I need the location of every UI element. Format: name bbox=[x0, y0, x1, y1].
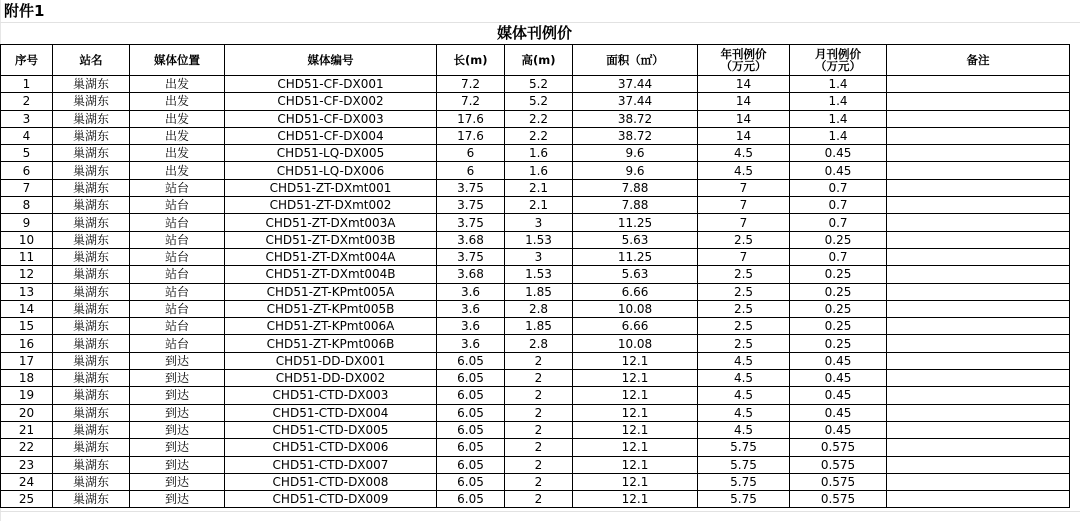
cell-no[interactable]: 8 bbox=[1, 197, 53, 214]
header-monthly-price[interactable] bbox=[790, 45, 887, 76]
cell-annual[interactable]: 4.5 bbox=[698, 404, 790, 421]
cell-height[interactable]: 1.53 bbox=[505, 231, 573, 248]
cell-height[interactable]: 2 bbox=[505, 370, 573, 387]
cell-station[interactable]: 巢湖东 bbox=[53, 387, 130, 404]
cell-length[interactable]: 3.68 bbox=[437, 266, 505, 283]
cell-height[interactable]: 2 bbox=[505, 404, 573, 421]
cell-no[interactable]: 7 bbox=[1, 179, 53, 196]
cell-height[interactable]: 1.85 bbox=[505, 283, 573, 300]
cell-annual[interactable]: 14 bbox=[698, 110, 790, 127]
cell-length[interactable]: 3.75 bbox=[437, 179, 505, 196]
cell-code[interactable]: CHD51-ZT-DXmt002 bbox=[225, 197, 437, 214]
cell-station[interactable]: 巢湖东 bbox=[53, 491, 130, 508]
table-row bbox=[1, 283, 1070, 300]
cell-position[interactable]: 出发 bbox=[130, 110, 225, 127]
cell-code[interactable]: CHD51-CTD-DX009 bbox=[225, 491, 437, 508]
cell-position[interactable]: 站台 bbox=[130, 197, 225, 214]
cell-no[interactable]: 18 bbox=[1, 370, 53, 387]
cell-monthly[interactable]: 0.25 bbox=[790, 231, 887, 248]
cell-area[interactable]: 37.44 bbox=[573, 76, 698, 93]
cell-height[interactable]: 5.2 bbox=[505, 76, 573, 93]
cell-area[interactable]: 11.25 bbox=[573, 214, 698, 231]
cell-annual[interactable]: 2.5 bbox=[698, 231, 790, 248]
cell-remarks[interactable] bbox=[887, 387, 1070, 404]
cell-position[interactable]: 站台 bbox=[130, 231, 225, 248]
cell-station[interactable]: 巢湖东 bbox=[53, 439, 130, 456]
media-price-table bbox=[0, 44, 1070, 508]
table-row bbox=[1, 110, 1070, 127]
cell-monthly[interactable]: 0.575 bbox=[790, 473, 887, 490]
cell-remarks[interactable] bbox=[887, 421, 1070, 438]
cell-length[interactable]: 6.05 bbox=[437, 387, 505, 404]
cell-remarks[interactable] bbox=[887, 145, 1070, 162]
cell-length[interactable]: 6.05 bbox=[437, 404, 505, 421]
cell-position[interactable]: 到达 bbox=[130, 370, 225, 387]
cell-annual[interactable]: 4.5 bbox=[698, 387, 790, 404]
cell-area[interactable]: 12.1 bbox=[573, 491, 698, 508]
cell-remarks[interactable] bbox=[887, 439, 1070, 456]
cell-area[interactable]: 12.1 bbox=[573, 439, 698, 456]
cell-station[interactable]: 巢湖东 bbox=[53, 266, 130, 283]
cell-no[interactable]: 20 bbox=[1, 404, 53, 421]
cell-area[interactable]: 12.1 bbox=[573, 352, 698, 369]
attachment-label[interactable]: 附件1 bbox=[4, 2, 45, 20]
cell-height[interactable]: 1.6 bbox=[505, 162, 573, 179]
cell-station[interactable]: 巢湖东 bbox=[53, 214, 130, 231]
cell-station[interactable]: 巢湖东 bbox=[53, 162, 130, 179]
cell-annual[interactable]: 5.75 bbox=[698, 473, 790, 490]
header-no[interactable]: 序号 bbox=[1, 45, 53, 76]
cell-monthly[interactable]: 1.4 bbox=[790, 93, 887, 110]
cell-position[interactable]: 出发 bbox=[130, 162, 225, 179]
cell-length[interactable]: 3.6 bbox=[437, 300, 505, 317]
cell-length[interactable]: 6.05 bbox=[437, 352, 505, 369]
cell-station[interactable]: 巢湖东 bbox=[53, 421, 130, 438]
cell-annual[interactable]: 2.5 bbox=[698, 266, 790, 283]
cell-code[interactable]: CHD51-ZT-DXmt001 bbox=[225, 179, 437, 196]
cell-annual[interactable]: 7 bbox=[698, 248, 790, 265]
cell-height[interactable]: 2 bbox=[505, 387, 573, 404]
cell-code[interactable]: CHD51-DD-DX002 bbox=[225, 370, 437, 387]
table-row bbox=[1, 404, 1070, 421]
cell-position[interactable]: 出发 bbox=[130, 93, 225, 110]
cell-station[interactable]: 巢湖东 bbox=[53, 231, 130, 248]
cell-area[interactable]: 12.1 bbox=[573, 387, 698, 404]
cell-position[interactable]: 站台 bbox=[130, 335, 225, 352]
cell-length[interactable]: 3.75 bbox=[437, 197, 505, 214]
cell-height[interactable]: 5.2 bbox=[505, 93, 573, 110]
cell-monthly[interactable]: 1.4 bbox=[790, 76, 887, 93]
table-row bbox=[1, 439, 1070, 456]
cell-annual[interactable]: 5.75 bbox=[698, 439, 790, 456]
table-row bbox=[1, 318, 1070, 335]
cell-code[interactable]: CHD51-CTD-DX003 bbox=[225, 387, 437, 404]
cell-no[interactable]: 2 bbox=[1, 93, 53, 110]
table-row bbox=[1, 248, 1070, 265]
cell-station[interactable]: 巢湖东 bbox=[53, 283, 130, 300]
cell-no[interactable]: 24 bbox=[1, 473, 53, 490]
header-annual-price-line2: （万元） bbox=[720, 59, 767, 73]
cell-no[interactable]: 15 bbox=[1, 318, 53, 335]
cell-no[interactable]: 9 bbox=[1, 214, 53, 231]
cell-length[interactable]: 3.75 bbox=[437, 214, 505, 231]
cell-code[interactable]: CHD51-ZT-KPmt005B bbox=[225, 300, 437, 317]
cell-length[interactable]: 3.6 bbox=[437, 335, 505, 352]
table-row bbox=[1, 76, 1070, 93]
cell-position[interactable]: 站台 bbox=[130, 283, 225, 300]
table-row bbox=[1, 473, 1070, 490]
cell-no[interactable]: 1 bbox=[1, 76, 53, 93]
table-row bbox=[1, 93, 1070, 110]
cell-remarks[interactable] bbox=[887, 110, 1070, 127]
cell-station[interactable]: 巢湖东 bbox=[53, 318, 130, 335]
cell-remarks[interactable] bbox=[887, 127, 1070, 144]
cell-height[interactable]: 3 bbox=[505, 214, 573, 231]
header-station[interactable]: 站名 bbox=[53, 45, 130, 76]
cell-no[interactable]: 11 bbox=[1, 248, 53, 265]
cell-length[interactable]: 3.6 bbox=[437, 283, 505, 300]
cell-area[interactable]: 7.88 bbox=[573, 179, 698, 196]
cell-area[interactable]: 38.72 bbox=[573, 110, 698, 127]
cell-annual[interactable]: 2.5 bbox=[698, 300, 790, 317]
cell-monthly[interactable]: 0.45 bbox=[790, 404, 887, 421]
cell-area[interactable]: 10.08 bbox=[573, 335, 698, 352]
cell-annual[interactable]: 5.75 bbox=[698, 491, 790, 508]
cell-annual[interactable]: 14 bbox=[698, 76, 790, 93]
cell-station[interactable]: 巢湖东 bbox=[53, 127, 130, 144]
cell-remarks[interactable] bbox=[887, 93, 1070, 110]
cell-height[interactable]: 2.8 bbox=[505, 335, 573, 352]
cell-monthly[interactable]: 0.575 bbox=[790, 456, 887, 473]
cell-code[interactable]: CHD51-CTD-DX006 bbox=[225, 439, 437, 456]
cell-area[interactable]: 9.6 bbox=[573, 145, 698, 162]
cell-length[interactable]: 7.2 bbox=[437, 76, 505, 93]
cell-code[interactable]: CHD51-ZT-KPmt005A bbox=[225, 283, 437, 300]
cell-length[interactable]: 6.05 bbox=[437, 421, 505, 438]
cell-station[interactable]: 巢湖东 bbox=[53, 93, 130, 110]
table-row bbox=[1, 214, 1070, 231]
cell-monthly[interactable]: 1.4 bbox=[790, 110, 887, 127]
cell-area[interactable]: 12.1 bbox=[573, 404, 698, 421]
cell-remarks[interactable] bbox=[887, 283, 1070, 300]
cell-remarks[interactable] bbox=[887, 231, 1070, 248]
cell-no[interactable]: 13 bbox=[1, 283, 53, 300]
cell-height[interactable]: 2.2 bbox=[505, 110, 573, 127]
cell-position[interactable]: 到达 bbox=[130, 491, 225, 508]
cell-code[interactable]: CHD51-CF-DX001 bbox=[225, 76, 437, 93]
cell-station[interactable]: 巢湖东 bbox=[53, 404, 130, 421]
cell-height[interactable]: 2 bbox=[505, 491, 573, 508]
cell-no[interactable]: 22 bbox=[1, 439, 53, 456]
cell-area[interactable]: 12.1 bbox=[573, 421, 698, 438]
header-code[interactable]: 媒体编号 bbox=[225, 45, 437, 76]
cell-annual[interactable]: 14 bbox=[698, 127, 790, 144]
cell-remarks[interactable] bbox=[887, 197, 1070, 214]
cell-area[interactable]: 5.63 bbox=[573, 266, 698, 283]
cell-monthly[interactable]: 0.45 bbox=[790, 370, 887, 387]
cell-annual[interactable]: 4.5 bbox=[698, 145, 790, 162]
cell-height[interactable]: 1.6 bbox=[505, 145, 573, 162]
cell-height[interactable]: 2.8 bbox=[505, 300, 573, 317]
cell-height[interactable]: 1.85 bbox=[505, 318, 573, 335]
cell-monthly[interactable]: 0.25 bbox=[790, 335, 887, 352]
cell-code[interactable]: CHD51-CTD-DX007 bbox=[225, 456, 437, 473]
cell-no[interactable]: 4 bbox=[1, 127, 53, 144]
table-row bbox=[1, 370, 1070, 387]
cell-remarks[interactable] bbox=[887, 162, 1070, 179]
cell-height[interactable]: 2.2 bbox=[505, 127, 573, 144]
cell-height[interactable]: 2.1 bbox=[505, 197, 573, 214]
cell-station[interactable]: 巢湖东 bbox=[53, 370, 130, 387]
cell-area[interactable]: 6.66 bbox=[573, 318, 698, 335]
cell-code[interactable]: CHD51-ZT-KPmt006A bbox=[225, 318, 437, 335]
cell-height[interactable]: 2 bbox=[505, 439, 573, 456]
cell-station[interactable]: 巢湖东 bbox=[53, 110, 130, 127]
cell-station[interactable]: 巢湖东 bbox=[53, 76, 130, 93]
cell-height[interactable]: 1.53 bbox=[505, 266, 573, 283]
cell-height[interactable]: 2.1 bbox=[505, 179, 573, 196]
header-height[interactable]: 高(m) bbox=[505, 45, 573, 76]
header-annual-price[interactable] bbox=[698, 45, 790, 76]
cell-annual[interactable]: 2.5 bbox=[698, 335, 790, 352]
cell-no[interactable]: 3 bbox=[1, 110, 53, 127]
cell-position[interactable]: 到达 bbox=[130, 421, 225, 438]
cell-remarks[interactable] bbox=[887, 473, 1070, 490]
cell-position[interactable]: 到达 bbox=[130, 439, 225, 456]
cell-remarks[interactable] bbox=[887, 456, 1070, 473]
cell-code[interactable]: CHD51-ZT-DXmt004A bbox=[225, 248, 437, 265]
header-remarks[interactable]: 备注 bbox=[887, 45, 1070, 76]
cell-position[interactable]: 站台 bbox=[130, 248, 225, 265]
cell-monthly[interactable]: 0.25 bbox=[790, 318, 887, 335]
table-row bbox=[1, 335, 1070, 352]
cell-position[interactable]: 站台 bbox=[130, 179, 225, 196]
cell-monthly[interactable]: 0.45 bbox=[790, 145, 887, 162]
cell-position[interactable]: 到达 bbox=[130, 352, 225, 369]
cell-length[interactable]: 6.05 bbox=[437, 439, 505, 456]
cell-annual[interactable]: 2.5 bbox=[698, 283, 790, 300]
cell-position[interactable]: 到达 bbox=[130, 456, 225, 473]
cell-position[interactable]: 到达 bbox=[130, 387, 225, 404]
cell-length[interactable]: 3.6 bbox=[437, 318, 505, 335]
header-monthly-price-line1: 月刊例价 bbox=[815, 47, 861, 61]
cell-code[interactable]: CHD51-LQ-DX006 bbox=[225, 162, 437, 179]
table-row bbox=[1, 491, 1070, 508]
cell-code[interactable]: CHD51-CF-DX002 bbox=[225, 93, 437, 110]
cell-length[interactable]: 3.75 bbox=[437, 248, 505, 265]
cell-remarks[interactable] bbox=[887, 214, 1070, 231]
cell-annual[interactable]: 7 bbox=[698, 214, 790, 231]
header-position[interactable]: 媒体位置 bbox=[130, 45, 225, 76]
cell-station[interactable]: 巢湖东 bbox=[53, 300, 130, 317]
cell-remarks[interactable] bbox=[887, 179, 1070, 196]
cell-length[interactable]: 6 bbox=[437, 162, 505, 179]
cell-annual[interactable]: 5.75 bbox=[698, 456, 790, 473]
cell-remarks[interactable] bbox=[887, 352, 1070, 369]
cell-height[interactable]: 2 bbox=[505, 473, 573, 490]
cell-position[interactable]: 出发 bbox=[130, 76, 225, 93]
header-row bbox=[1, 45, 1070, 76]
cell-monthly[interactable]: 0.7 bbox=[790, 214, 887, 231]
cell-position[interactable]: 出发 bbox=[130, 127, 225, 144]
cell-station[interactable]: 巢湖东 bbox=[53, 179, 130, 196]
cell-code[interactable]: CHD51-ZT-KPmt006B bbox=[225, 335, 437, 352]
cell-monthly[interactable]: 0.45 bbox=[790, 352, 887, 369]
cell-no[interactable]: 16 bbox=[1, 335, 53, 352]
cell-monthly[interactable]: 0.25 bbox=[790, 283, 887, 300]
cell-code[interactable]: CHD51-LQ-DX005 bbox=[225, 145, 437, 162]
table-row bbox=[1, 300, 1070, 317]
cell-remarks[interactable] bbox=[887, 248, 1070, 265]
cell-remarks[interactable] bbox=[887, 266, 1070, 283]
cell-length[interactable]: 6.05 bbox=[437, 473, 505, 490]
cell-no[interactable]: 5 bbox=[1, 145, 53, 162]
cell-monthly[interactable]: 0.45 bbox=[790, 387, 887, 404]
grid-line bbox=[0, 511, 1080, 512]
cell-code[interactable]: CHD51-CTD-DX004 bbox=[225, 404, 437, 421]
cell-monthly[interactable]: 0.45 bbox=[790, 421, 887, 438]
table-row bbox=[1, 421, 1070, 438]
cell-area[interactable]: 9.6 bbox=[573, 162, 698, 179]
cell-length[interactable]: 3.68 bbox=[437, 231, 505, 248]
cell-no[interactable]: 10 bbox=[1, 231, 53, 248]
table-row bbox=[1, 266, 1070, 283]
cell-area[interactable]: 10.08 bbox=[573, 300, 698, 317]
cell-monthly[interactable]: 0.45 bbox=[790, 162, 887, 179]
cell-no[interactable]: 14 bbox=[1, 300, 53, 317]
cell-position[interactable]: 站台 bbox=[130, 300, 225, 317]
cell-code[interactable]: CHD51-DD-DX001 bbox=[225, 352, 437, 369]
cell-annual[interactable]: 4.5 bbox=[698, 352, 790, 369]
cell-no[interactable]: 21 bbox=[1, 421, 53, 438]
cell-remarks[interactable] bbox=[887, 318, 1070, 335]
cell-area[interactable]: 11.25 bbox=[573, 248, 698, 265]
table-row bbox=[1, 179, 1070, 196]
header-area[interactable]: 面积（㎡） bbox=[573, 45, 698, 76]
cell-code[interactable]: CHD51-CTD-DX008 bbox=[225, 473, 437, 490]
header-monthly-price-line2: （万元） bbox=[815, 59, 861, 73]
cell-station[interactable]: 巢湖东 bbox=[53, 456, 130, 473]
cell-monthly[interactable]: 0.575 bbox=[790, 439, 887, 456]
cell-annual[interactable]: 7 bbox=[698, 197, 790, 214]
cell-area[interactable]: 12.1 bbox=[573, 473, 698, 490]
cell-length[interactable]: 6.05 bbox=[437, 456, 505, 473]
cell-code[interactable]: CHD51-CF-DX004 bbox=[225, 127, 437, 144]
cell-station[interactable]: 巢湖东 bbox=[53, 335, 130, 352]
cell-station[interactable]: 巢湖东 bbox=[53, 248, 130, 265]
cell-monthly[interactable]: 1.4 bbox=[790, 127, 887, 144]
cell-height[interactable]: 2 bbox=[505, 352, 573, 369]
cell-area[interactable]: 12.1 bbox=[573, 370, 698, 387]
cell-no[interactable]: 25 bbox=[1, 491, 53, 508]
cell-station[interactable]: 巢湖东 bbox=[53, 473, 130, 490]
cell-position[interactable]: 到达 bbox=[130, 404, 225, 421]
cell-height[interactable]: 2 bbox=[505, 456, 573, 473]
cell-monthly[interactable]: 0.7 bbox=[790, 197, 887, 214]
cell-height[interactable]: 3 bbox=[505, 248, 573, 265]
table-row bbox=[1, 197, 1070, 214]
table-body bbox=[1, 76, 1070, 508]
cell-no[interactable]: 17 bbox=[1, 352, 53, 369]
table-row bbox=[1, 456, 1070, 473]
cell-station[interactable]: 巢湖东 bbox=[53, 352, 130, 369]
cell-monthly[interactable]: 0.25 bbox=[790, 300, 887, 317]
cell-station[interactable]: 巢湖东 bbox=[53, 145, 130, 162]
cell-length[interactable]: 6.05 bbox=[437, 370, 505, 387]
cell-no[interactable]: 6 bbox=[1, 162, 53, 179]
cell-code[interactable]: CHD51-CTD-DX005 bbox=[225, 421, 437, 438]
sheet-title[interactable]: 媒体刊例价 bbox=[496, 24, 572, 42]
cell-length[interactable]: 17.6 bbox=[437, 127, 505, 144]
cell-code[interactable]: CHD51-ZT-DXmt003A bbox=[225, 214, 437, 231]
cell-remarks[interactable] bbox=[887, 76, 1070, 93]
cell-position[interactable]: 到达 bbox=[130, 473, 225, 490]
header-annual-price-line1: 年刊例价 bbox=[720, 47, 767, 61]
cell-remarks[interactable] bbox=[887, 404, 1070, 421]
cell-position[interactable]: 站台 bbox=[130, 266, 225, 283]
cell-annual[interactable]: 14 bbox=[698, 93, 790, 110]
cell-annual[interactable]: 4.5 bbox=[698, 162, 790, 179]
cell-position[interactable]: 站台 bbox=[130, 214, 225, 231]
cell-no[interactable]: 19 bbox=[1, 387, 53, 404]
cell-remarks[interactable] bbox=[887, 335, 1070, 352]
cell-area[interactable]: 5.63 bbox=[573, 231, 698, 248]
table-row bbox=[1, 387, 1070, 404]
cell-position[interactable]: 出发 bbox=[130, 145, 225, 162]
cell-area[interactable]: 6.66 bbox=[573, 283, 698, 300]
cell-length[interactable]: 7.2 bbox=[437, 93, 505, 110]
cell-annual[interactable]: 4.5 bbox=[698, 421, 790, 438]
cell-remarks[interactable] bbox=[887, 300, 1070, 317]
header-length[interactable]: 长(m) bbox=[437, 45, 505, 76]
cell-annual[interactable]: 7 bbox=[698, 179, 790, 196]
table-row bbox=[1, 162, 1070, 179]
cell-annual[interactable]: 2.5 bbox=[698, 318, 790, 335]
cell-no[interactable]: 23 bbox=[1, 456, 53, 473]
cell-remarks[interactable] bbox=[887, 370, 1070, 387]
table-row bbox=[1, 352, 1070, 369]
cell-length[interactable]: 6 bbox=[437, 145, 505, 162]
cell-monthly[interactable]: 0.7 bbox=[790, 248, 887, 265]
table-row bbox=[1, 145, 1070, 162]
table-row bbox=[1, 127, 1070, 144]
cell-annual[interactable]: 4.5 bbox=[698, 370, 790, 387]
cell-length[interactable]: 6.05 bbox=[437, 491, 505, 508]
cell-monthly[interactable]: 0.25 bbox=[790, 266, 887, 283]
cell-area[interactable]: 7.88 bbox=[573, 197, 698, 214]
table-row bbox=[1, 231, 1070, 248]
cell-station[interactable]: 巢湖东 bbox=[53, 197, 130, 214]
cell-area[interactable]: 12.1 bbox=[573, 456, 698, 473]
cell-length[interactable]: 17.6 bbox=[437, 110, 505, 127]
cell-monthly[interactable]: 0.575 bbox=[790, 491, 887, 508]
cell-remarks[interactable] bbox=[887, 491, 1070, 508]
cell-no[interactable]: 12 bbox=[1, 266, 53, 283]
cell-area[interactable]: 38.72 bbox=[573, 127, 698, 144]
cell-area[interactable]: 37.44 bbox=[573, 93, 698, 110]
cell-code[interactable]: CHD51-ZT-DXmt004B bbox=[225, 266, 437, 283]
cell-position[interactable]: 站台 bbox=[130, 318, 225, 335]
cell-height[interactable]: 2 bbox=[505, 421, 573, 438]
cell-code[interactable]: CHD51-CF-DX003 bbox=[225, 110, 437, 127]
cell-code[interactable]: CHD51-ZT-DXmt003B bbox=[225, 231, 437, 248]
cell-monthly[interactable]: 0.7 bbox=[790, 179, 887, 196]
